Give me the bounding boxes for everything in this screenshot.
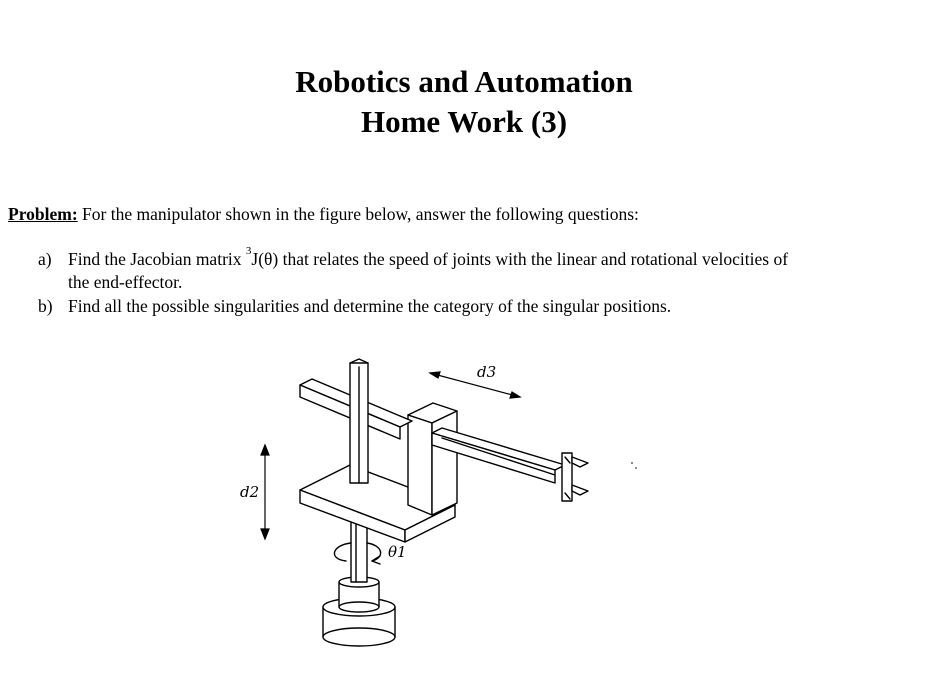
question-a-text-after: that relates the speed of joints with the linear and rotational velocities of (278, 249, 789, 269)
question-a-text-before: Find the Jacobian matrix (68, 249, 246, 269)
label-d2: d2 (240, 483, 260, 501)
gripper (562, 453, 588, 501)
d3-arrow (430, 372, 520, 398)
question-a-superscript: 3 (245, 245, 252, 257)
manipulator-figure (220, 345, 660, 670)
question-a-continuation: the end-effector. (68, 272, 183, 292)
problem-statement (8, 204, 639, 225)
problem-text: For the manipulator shown in the figure below, answer the following questions: (82, 204, 639, 224)
vertical-rod (350, 359, 368, 483)
robot-base (323, 577, 395, 646)
d2-arrow (261, 445, 269, 539)
question-b-marker: b) (38, 296, 53, 316)
question-a-marker: a) (38, 249, 52, 269)
document-title: Robotics and Automation (295, 64, 633, 99)
question-b-text: Find all the possible singularities and determine the category of the singular positions. (68, 296, 672, 316)
document-subtitle: Home Work (3) (360, 104, 568, 139)
question-a-symbol: J(θ) (251, 249, 279, 269)
label-d3: d3 (477, 363, 497, 381)
problem-label: Problem: (8, 204, 78, 224)
label-theta1: θ1 (388, 543, 407, 561)
